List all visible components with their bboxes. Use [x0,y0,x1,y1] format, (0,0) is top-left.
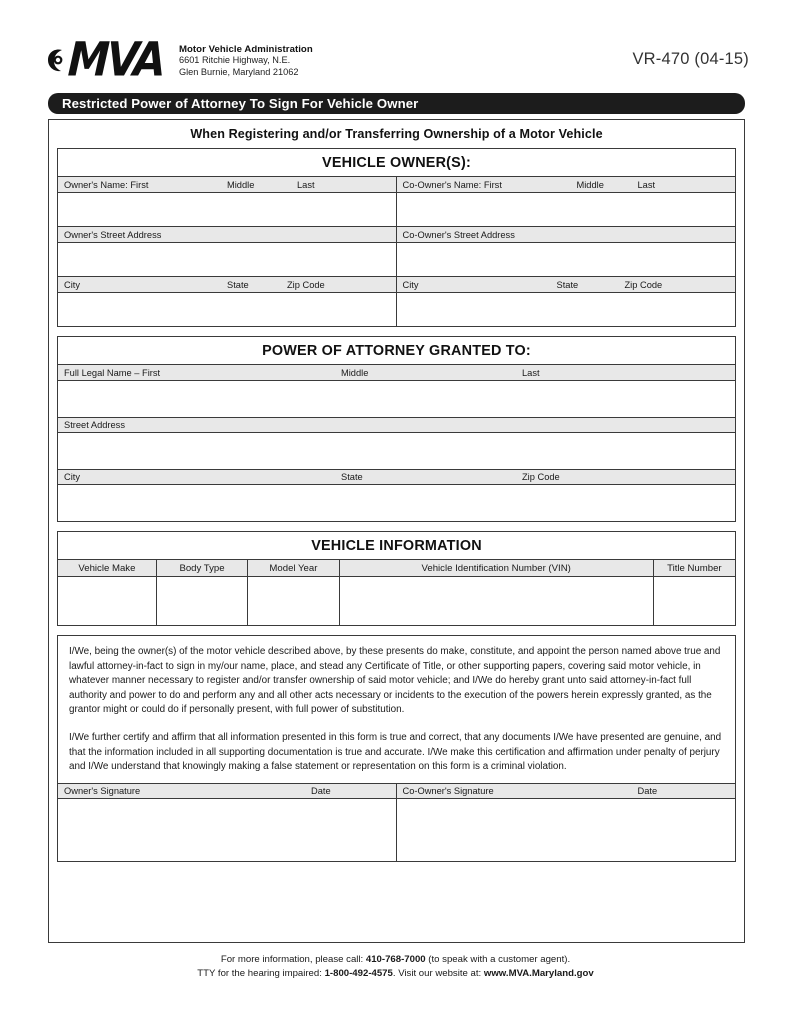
footer-phone: 410-768-7000 [365,954,426,965]
owner-middle-name-label: Middle [227,179,255,190]
owner-street-label-row [58,226,735,243]
poa-city-labels [58,469,735,485]
co-owner-middle-name-label: Middle [576,179,604,190]
poa-zip-label: Zip Code [522,472,560,482]
co-owner-street-label: Co-Owner's Street Address [402,229,515,240]
footer-website-prefix: . Visit our website at: [392,967,484,979]
vehicle-information-title: VEHICLE INFORMATION [58,532,735,560]
signature-input-row [58,799,735,861]
poa-middle-name-label: Middle [341,367,369,378]
form-number: VR-470 (04-15) [632,50,749,68]
vehicle-owners-title: VEHICLE OWNER(S): [58,149,735,177]
co-owner-date-label: Date [637,785,658,796]
signature-header-row [58,783,735,799]
footer-tty-prefix: TTY for the hearing impaired: [197,967,325,979]
poa-street-field[interactable] [58,433,735,469]
column-header-body-type: Body Type [157,560,248,576]
owner-street-field[interactable] [58,243,397,276]
column-header-model-year: Model Year [248,560,339,576]
form-footer [0,953,791,980]
body-type-field[interactable] [157,577,248,625]
legal-and-signature-section [57,635,736,862]
vehicle-make-field[interactable] [58,577,157,625]
co-owner-city-state-zip-field[interactable] [397,293,736,326]
owner-last-name-label: Last [297,179,315,190]
vehicle-information-input-row [58,577,735,625]
owner-street-input-row [58,243,735,276]
footer-call-suffix: (to speak with a customer agent). [425,954,571,965]
co-owner-signature-label: Co-Owner's Signature [402,785,494,796]
agency-address-line-2: Glen Burnie, Maryland 21062 [178,66,299,77]
co-owner-last-name-label: Last [637,179,656,190]
owner-name-labels [58,177,396,193]
co-owner-name-field[interactable] [397,193,736,226]
form-subtitle: When Registering and/or Transferring Ownership of a Motor Vehicle [190,127,603,141]
owner-street-labels [58,227,396,243]
co-owner-zip-label: Zip Code [624,279,663,290]
poa-street-label: Street Address [64,420,125,430]
footer-line-2 [0,967,791,981]
co-owner-state-label: State [556,279,579,290]
poa-city-label: City [64,472,81,482]
owner-city-input-row [58,293,735,326]
footer-website[interactable]: www.MVA.Maryland.gov [483,967,594,979]
owner-date-label: Date [311,785,331,796]
mva-logo [48,32,165,87]
owner-signature-field[interactable] [58,799,397,861]
owner-first-name-label: Owner's Name: First [64,179,149,190]
owner-signature-label: Owner's Signature [64,785,141,796]
owner-city-label: City [64,279,81,290]
footer-call-prefix: For more information, please call: [220,954,366,965]
poa-name-labels [58,365,735,381]
owner-name-field[interactable] [58,193,397,226]
column-header-title-number: Title Number [667,562,722,574]
owner-state-label: State [227,279,249,290]
power-of-attorney-section [57,336,736,522]
poa-street-labels [58,417,735,433]
owner-street-label: Owner's Street Address [64,229,162,240]
co-owner-name-labels [397,177,736,193]
poa-name-field[interactable] [58,381,735,417]
owner-zip-label: Zip Code [287,279,325,290]
owner-name-label-row [58,177,735,193]
masthead [48,32,749,90]
owner-city-state-zip-field[interactable] [58,293,397,326]
co-owner-street-field[interactable] [397,243,736,276]
form-title-banner [48,93,745,114]
poa-first-name-label: Full Legal Name – First [64,367,161,378]
legal-text [58,636,735,783]
agency-name: Motor Vehicle Administration [178,43,313,55]
owner-city-label-row [58,276,735,293]
co-owner-street-labels [397,227,736,243]
owner-name-input-row [58,193,735,226]
form-title: Restricted Power of Attorney To Sign For Vehicle Owner [62,96,419,111]
co-owner-first-name-label: Co-Owner's Name: First [402,179,502,190]
legal-paragraph-1: I/We, being the owner(s) of the motor vehicle described above, by these presents do make, constitute, and appoint the person named above true and lawful attorney-in-fact to sign in my/our name, place, and stead any Certificate of Title, or other supporting papers, covering said motor vehicle, in whatever manner necessary to register and/or transfer ownership of said motor vehicle; and I/We do hereby grant unto said attorney-in-fact full authority and power to do and perform any and all other acts necessary or incidents to the execution of the powers herein expressly granted, as the grantor might or could do if personally present, with full power of substitution. [69,646,721,716]
vehicle-information-section [57,531,736,626]
co-owner-signature-field[interactable] [397,799,736,861]
footer-line-1 [0,953,791,967]
agency-address-line-1: 6601 Ritchie Highway, N.E. [178,55,291,66]
form-frame [48,119,745,943]
column-header-vin: Vehicle Identification Number (VIN) [340,560,654,576]
column-header-vehicle-make: Vehicle Make [58,560,157,576]
co-owner-city-labels [397,277,736,293]
vin-field[interactable] [340,577,654,625]
mva-logo-text: MVA [66,32,165,87]
title-number-field[interactable] [654,577,735,625]
footer-tty-phone: 1-800-492-4575 [324,967,393,979]
agency-address-block [179,42,313,79]
agency-logo-block [48,32,313,87]
vehicle-information-header-row [58,560,735,577]
legal-paragraph-2: I/We further certify and affirm that all information presented in this form is true and correct, that any documents I/We have presented are genuine, and that the information included in all supporting documentation is true and accurate. I/We make this certification and affirmation under penalty of perjury and I/We understand that knowingly making a false statement or representation on this form is a criminal violation. [69,731,722,773]
owner-city-labels [58,277,396,293]
poa-city-state-zip-field[interactable] [58,485,735,521]
poa-last-name-label: Last [522,367,540,378]
poa-state-label: State [341,472,363,482]
power-of-attorney-title: POWER OF ATTORNEY GRANTED TO: [58,337,735,365]
model-year-field[interactable] [248,577,339,625]
co-owner-city-label: City [402,279,419,290]
vehicle-owners-section [57,148,736,327]
